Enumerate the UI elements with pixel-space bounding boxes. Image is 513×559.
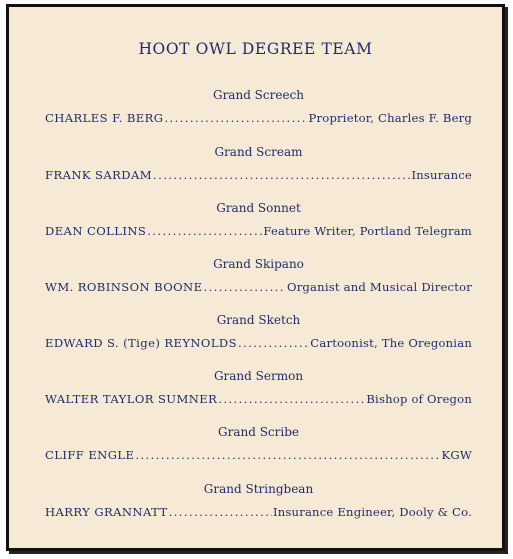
entry-role: Grand Scribe — [218, 425, 299, 439]
dot-leader — [153, 168, 410, 182]
team-entry — [45, 369, 472, 421]
entry-name: CHARLES F. BERG — [45, 111, 164, 125]
entry-name: HARRY GRANNATT — [45, 505, 168, 519]
entry-name: FRANK SARDAM — [45, 168, 153, 182]
entry-occupation: Feature Writer, Portland Telegram — [263, 224, 472, 238]
entry-role: Grand Skipano — [213, 257, 304, 271]
entry-line — [45, 336, 472, 350]
entry-role: Grand Sermon — [213, 369, 304, 383]
entry-occupation: Cartoonist, The Oregonian — [310, 336, 472, 350]
entry-name: EDWARD S. (Tige) REYNOLDS — [45, 336, 237, 350]
team-entry — [45, 257, 472, 309]
entry-name: DEAN COLLINS — [45, 224, 147, 238]
team-entry — [45, 201, 472, 253]
entry-line — [45, 168, 472, 182]
entry-line — [45, 448, 472, 462]
dot-leader — [203, 280, 286, 294]
entry-line — [45, 111, 472, 125]
team-entry — [45, 313, 472, 365]
dot-leader — [238, 336, 309, 350]
entry-name: WM. ROBINSON BOONE — [45, 280, 203, 294]
team-entry — [45, 88, 472, 140]
entry-role: Grand Scream — [214, 145, 303, 159]
entry-occupation: Insurance Engineer, Dooly & Co. — [272, 505, 472, 519]
entry-occupation: Organist and Musical Director — [286, 280, 472, 294]
entry-role: Grand Sketch — [216, 313, 301, 327]
team-entry — [45, 145, 472, 197]
entry-name: WALTER TAYLOR SUMNER — [45, 392, 218, 406]
entry-line — [45, 505, 472, 519]
dot-leader — [164, 111, 307, 125]
dot-leader — [147, 224, 262, 238]
team-entry — [45, 425, 472, 477]
entry-name: CLIFF ENGLE — [45, 448, 135, 462]
entry-line — [45, 224, 472, 238]
entry-occupation: KGW — [441, 448, 472, 462]
program-page — [6, 4, 505, 551]
dot-leader — [169, 505, 272, 519]
entry-role: Grand Sonnet — [216, 201, 301, 215]
entry-role: Grand Screech — [212, 88, 305, 102]
entry-occupation: Proprietor, Charles F. Berg — [308, 111, 472, 125]
team-entry — [45, 482, 472, 534]
page-title: HOOT OWL DEGREE TEAM — [138, 40, 373, 58]
entry-occupation: Bishop of Oregon — [366, 392, 472, 406]
entry-role: Grand Stringbean — [203, 482, 314, 496]
entry-line — [45, 280, 472, 294]
entry-line — [45, 392, 472, 406]
dot-leader — [135, 448, 440, 462]
dot-leader — [218, 392, 365, 406]
entry-occupation: Insurance — [411, 168, 472, 182]
